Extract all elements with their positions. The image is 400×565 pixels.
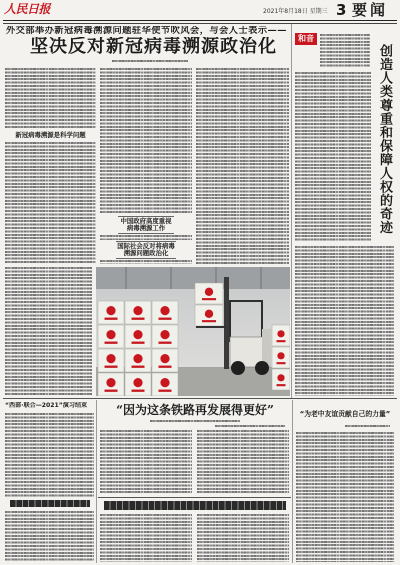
- section-divider: [3, 398, 397, 399]
- photo-box-emblem: [205, 288, 213, 296]
- photo-caption-text: [5, 267, 92, 396]
- news-headline-illegible: [104, 501, 286, 510]
- page-number: 3: [336, 1, 347, 19]
- photo-box-emblem: [160, 306, 169, 315]
- commentary-intro-text: [320, 34, 370, 68]
- column-rule: [96, 400, 97, 563]
- feature-body-text: [296, 432, 394, 562]
- header-rule: [3, 20, 397, 21]
- brief-body-text: [5, 511, 94, 562]
- lead-subhead: [5, 132, 96, 140]
- lead-byline: [112, 60, 188, 62]
- subhead-line: 病毒溯源工作: [126, 224, 166, 233]
- issue-date: 2021年8月18日 星期三: [263, 8, 328, 15]
- photo-box-label-mark: [159, 390, 172, 392]
- feature-byline: [215, 425, 285, 427]
- exercise-brief-headline: “西部·联合—2021”演习结束: [5, 402, 88, 409]
- photo-box-label-mark: [132, 342, 145, 344]
- photo-forklift-counterweight: [262, 329, 271, 365]
- photo-box-emblem: [277, 352, 284, 359]
- news-body-text: [197, 514, 289, 562]
- lead-subhead: [118, 216, 174, 234]
- photo-box-emblem: [160, 378, 169, 387]
- lead-subhead: [116, 241, 176, 259]
- column-rule: [291, 24, 292, 398]
- photo-box-emblem: [106, 330, 115, 339]
- news-photo-image: [96, 267, 290, 396]
- photo-box-label-mark: [105, 342, 118, 344]
- commentary-body-text: [295, 246, 394, 396]
- article-body-text: [5, 68, 96, 129]
- photo-box-emblem: [133, 330, 142, 339]
- brief-headline-illegible: [10, 500, 90, 507]
- photo-box-label-mark: [159, 366, 172, 368]
- photo-box-label-mark: [105, 390, 118, 392]
- news-photo: [96, 267, 290, 396]
- photo-forklift-wheel: [231, 361, 245, 375]
- feature-body-text: [100, 430, 192, 494]
- photo-box-emblem: [106, 378, 115, 387]
- header-rule-thin: [3, 23, 397, 24]
- article-body-text: [100, 260, 192, 264]
- photo-box-emblem: [160, 354, 169, 363]
- article-body-text: [100, 235, 192, 240]
- article-body-text: [5, 142, 96, 264]
- masthead-logo: 人民日报: [4, 2, 51, 16]
- commentary-headline: 创造人类尊重和保障人权的奇迹: [377, 44, 392, 235]
- brief-body-text: [5, 413, 94, 497]
- railway-feature-headline: “因为这条铁路再发展得更好”: [116, 403, 274, 417]
- photo-box-emblem: [133, 306, 142, 315]
- photo-box-emblem: [133, 378, 142, 387]
- photo-box-label-mark: [277, 384, 286, 386]
- section-name: 要闻: [352, 1, 389, 19]
- column-rule: [292, 400, 293, 563]
- photo-box-emblem: [106, 354, 115, 363]
- photo-box-label-mark: [202, 320, 216, 322]
- photo-box-emblem: [277, 374, 284, 381]
- photo-box-label-mark: [159, 318, 172, 320]
- photo-box-label-mark: [105, 318, 118, 320]
- photo-box-emblem: [205, 310, 213, 318]
- photo-box-emblem: [133, 354, 142, 363]
- section-divider: [98, 497, 291, 498]
- feature-byline: [345, 425, 390, 427]
- news-body-text: [100, 514, 192, 562]
- column-badge: 和音: [295, 33, 317, 45]
- commentary-body-text: [295, 72, 371, 242]
- photo-box-label-mark: [132, 318, 145, 320]
- photo-box-emblem: [160, 330, 169, 339]
- feature-subtitle: [150, 420, 240, 422]
- photo-forklift-forks: [196, 326, 226, 328]
- subhead-line: 国际社会反对将病毒: [117, 241, 175, 250]
- photo-forklift-mast: [224, 277, 229, 369]
- subhead-line: 中国政府高度重视: [120, 216, 172, 225]
- subhead-line: 溯源问题政治化: [123, 249, 169, 258]
- article-body-text: [100, 68, 192, 214]
- photo-box-label-mark: [132, 390, 145, 392]
- photo-box-emblem: [106, 306, 115, 315]
- photo-forklift-wheel: [255, 361, 269, 375]
- lead-kicker: 外交部举办新冠病毒溯源问题驻华使节吹风会，与会人士表示——: [6, 26, 287, 36]
- friendship-feature-headline: “为老中友谊贡献自己的力量”: [299, 410, 391, 418]
- photo-box-label-mark: [159, 342, 172, 344]
- subhead-line: 新冠病毒溯源是科学问题: [15, 131, 86, 139]
- photo-box-label-mark: [105, 366, 118, 368]
- photo-box-label-mark: [202, 298, 216, 300]
- feature-body-text: [197, 430, 289, 494]
- photo-box-emblem: [277, 330, 284, 337]
- photo-box-label-mark: [277, 340, 286, 342]
- article-body-text: [196, 68, 289, 264]
- photo-box-label-mark: [132, 366, 145, 368]
- lead-headline: 坚决反对新冠病毒溯源政治化: [30, 37, 277, 57]
- photo-box-label-mark: [277, 362, 286, 364]
